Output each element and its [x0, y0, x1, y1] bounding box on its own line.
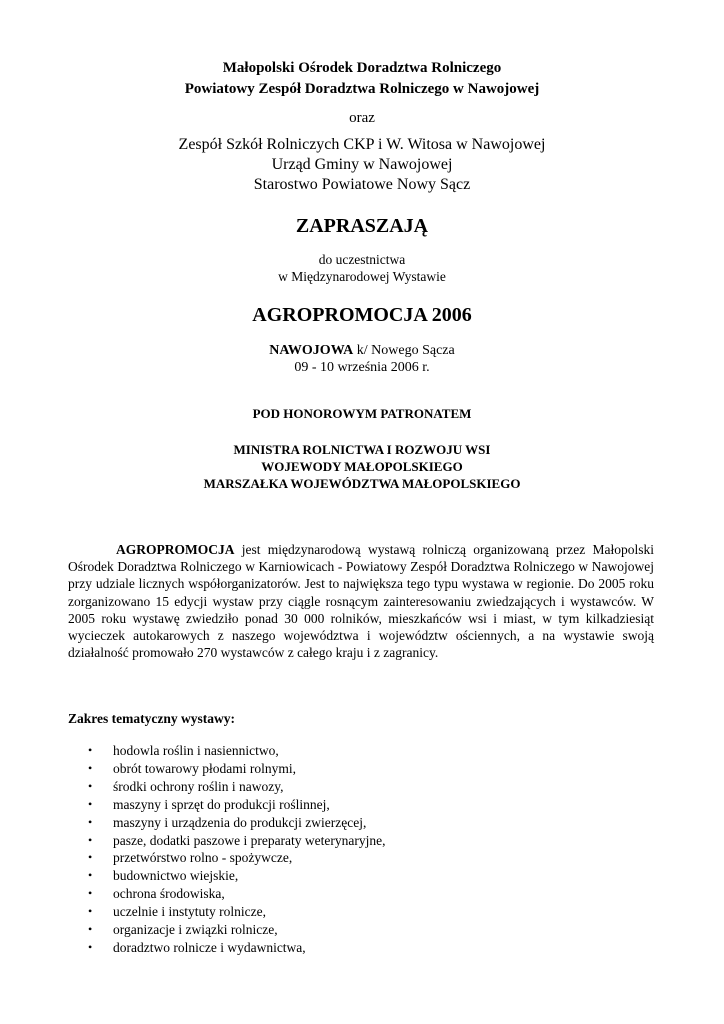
list-item: • przetwórstwo rolno - spożywcze, — [88, 850, 293, 866]
patron-2: WOJEWODY MAŁOPOLSKIEGO — [261, 459, 463, 474]
event-place-rest: k/ Nowego Sącza — [353, 343, 455, 358]
bullet-icon: • — [88, 886, 93, 901]
event-dates: 09 - 10 września 2006 r. — [294, 360, 430, 375]
list-item: • uczelnie i instytuty rolnicze, — [88, 904, 266, 920]
patronage-heading: POD HONOROWYM PATRONATEM — [252, 406, 472, 421]
list-item: • środki ochrony roślin i nawozy, — [88, 778, 284, 794]
bullet-icon: • — [88, 814, 93, 829]
partner-line-2: Urząd Gminy w Nawojowej — [271, 156, 453, 173]
list-item: • doradztwo rolnicze i wydawnictwa, — [88, 939, 306, 955]
list-item: • maszyny i urządzenia do produkcji zwierzęcej, — [88, 814, 367, 830]
bullet-icon: • — [88, 760, 93, 775]
bullet-icon: • — [88, 939, 93, 954]
bullet-icon: • — [88, 796, 93, 811]
event-place — [0, 342, 724, 359]
invite-heading: ZAPRASZAJĄ — [295, 215, 429, 237]
organizer-line-1: Małopolski Ośrodek Doradztwa Rolniczego — [222, 60, 502, 76]
description-text: jest międzynarodową wystawą rolniczą organizowaną przez Małopolski Ośrodek Doradztwa Rolniczego w Karniowicach - Powiatowy Zespół Doradztwa Rolniczego w Nawojowej przy udziale licznych współorganizatorów. Jest to największa tego typu wystawa w regionie. Do 2005 roku zorganizowano 15 edycji wystaw przy ciągle rosnącym zainteresowaniu zwiedzających i wystawców. W 2005 roku wystawę zwiedziło ponad 30 000 rolników, mieszkańców wsi i miast, w tym kilkadziesiąt wycieczek autokarowych z naszego województwa i województw ościennych, a na wystawie swoją działalność promowało 270 wystawców z całego kraju i z zagranicy. — [68, 542, 654, 661]
partner-line-3: Starostwo Powiatowe Nowy Sącz — [253, 176, 471, 193]
invite-sub-1: do uczestnictwa — [318, 252, 406, 267]
bullet-icon: • — [88, 778, 93, 793]
topics-heading: Zakres tematyczny wystawy: — [68, 711, 235, 726]
event-name: AGROPROMOCJA 2006 — [252, 304, 472, 326]
list-item: • maszyny i sprzęt do produkcji roślinnej, — [88, 796, 330, 812]
patron-1: MINISTRA ROLNICTWA I ROZWOJU WSI — [233, 442, 491, 457]
partner-line-1: Zespół Szkół Rolniczych CKP i W. Witosa w Nawojowej — [178, 136, 546, 153]
invite-sub-2: w Międzynarodowej Wystawie — [278, 269, 446, 284]
topics-list — [68, 742, 386, 957]
organizer-line-2: Powiatowy Zespół Doradztwa Rolniczego w Nawojowej — [184, 81, 540, 97]
bullet-icon: • — [88, 868, 93, 883]
patron-3: MARSZAŁKA WOJEWÓDZTWA MAŁOPOLSKIEGO — [203, 476, 521, 491]
and-word: oraz — [349, 110, 375, 126]
event-place-bold: NAWOJOWA — [269, 343, 354, 358]
description-lead: AGROPROMOCJA — [116, 542, 235, 557]
list-item: • ochrona środowiska, — [88, 886, 225, 902]
list-item: • budownictwo wiejskie, — [88, 868, 239, 884]
bullet-icon: • — [88, 743, 93, 757]
list-item: • obrót towarowy płodami rolnymi, — [88, 760, 296, 776]
list-item: • organizacje i związki rolnicze, — [88, 922, 278, 938]
bullet-icon: • — [88, 904, 93, 919]
description-paragraph — [68, 541, 654, 661]
list-item: • pasze, dodatki paszowe i preparaty weterynaryjne, — [88, 832, 386, 848]
bullet-icon: • — [88, 922, 93, 937]
bullet-icon: • — [88, 850, 93, 865]
bullet-icon: • — [88, 832, 93, 847]
list-item: • hodowla roślin i nasiennictwo, — [88, 743, 279, 758]
